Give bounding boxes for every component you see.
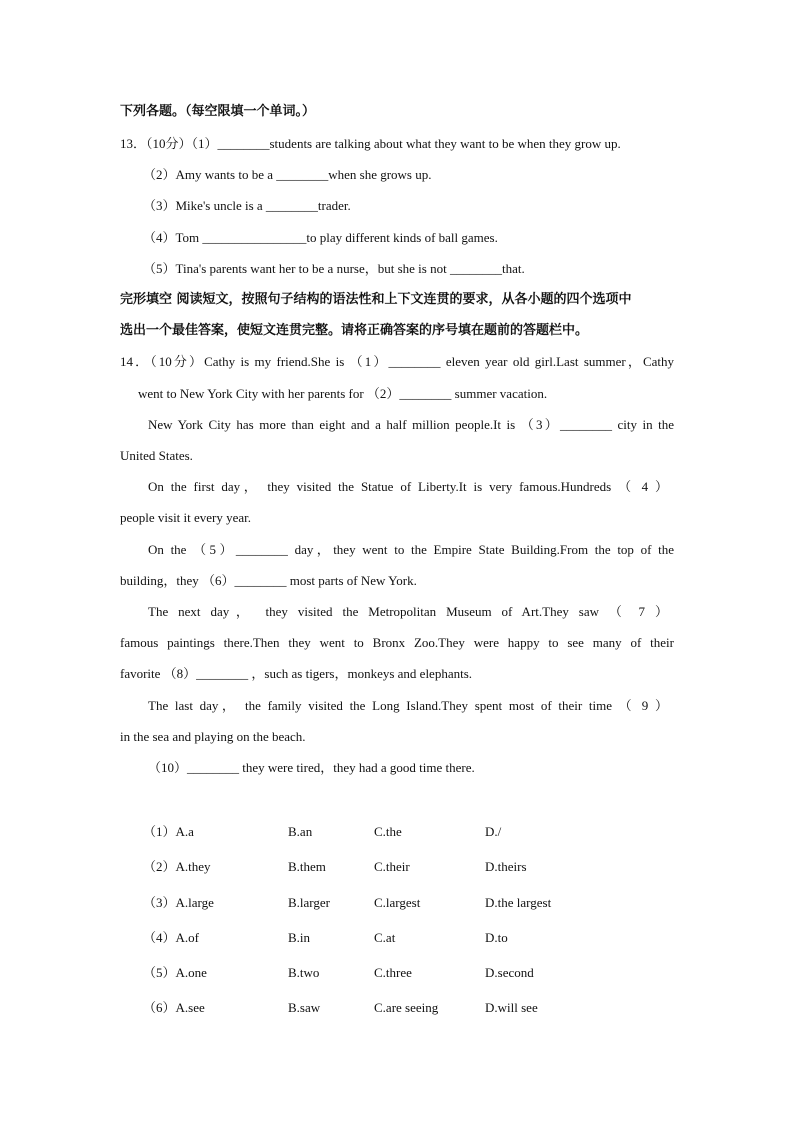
q14-paragraph-1-line-2: went to New York City with her parents for （2）________ summer vacation. xyxy=(138,386,548,401)
cloze-instruction-line-1: 完形填空 阅读短文，按照句子结构的语法性和上下文连贯的要求，从各小题的四个选项中 xyxy=(120,292,632,307)
q14-paragraph-4-line-1: On the （5）________ day，they went to the Empire State Building.From the top of the xyxy=(148,542,674,557)
option-a: （1）A.a xyxy=(143,824,194,839)
q13-line-3: （3）Mike's uncle is a ________trader. xyxy=(143,198,351,213)
option-c: C.the xyxy=(374,824,402,839)
option-c: C.at xyxy=(374,930,396,945)
option-a: （2）A.they xyxy=(143,859,211,874)
option-d: D.theirs xyxy=(485,859,527,874)
option-b: B.in xyxy=(288,930,311,945)
option-d: D.will see xyxy=(485,1000,538,1015)
q14-paragraph-7-line-1: （10）________ they were tired，they had a good time there. xyxy=(148,760,475,775)
q14-paragraph-3-line-1: On the first day， they visited the Statue of Liberty.It is very famous.Hundreds （ 4 ） xyxy=(148,479,668,494)
q13-line-4: （4）Tom ________________to play different kinds of ball games. xyxy=(143,230,498,245)
q14-paragraph-6-line-1: The last day， the family visited the Long Island.They spent most of their time （ 9 ） xyxy=(148,698,668,713)
option-b: B.an xyxy=(288,824,313,839)
q13-line-1: 13．（10分）（1）________students are talking about what they want to be when they grow up. xyxy=(120,136,621,151)
option-c: C.are seeing xyxy=(374,1000,439,1015)
q14-paragraph-5-line-1: The next day， they visited the Metropolitan Museum of Art.They saw （ 7 ） xyxy=(148,604,668,619)
option-d: D./ xyxy=(485,824,502,839)
q14-paragraph-2-line-1: New York City has more than eight and a half million people.It is （3）________ city in the xyxy=(148,417,674,432)
option-d: D.the largest xyxy=(485,895,552,910)
option-c: C.largest xyxy=(374,895,421,910)
option-b: B.larger xyxy=(288,895,330,910)
option-d: D.second xyxy=(485,965,534,980)
q14-paragraph-4-line-2: building，they （6）________ most parts of New York. xyxy=(120,573,417,588)
q14-paragraph-3-line-2: people visit it every year. xyxy=(120,510,252,525)
q14-paragraph-5-line-3: favorite （8）________ ，such as tigers，monkeys and elephants. xyxy=(120,666,473,681)
q14-paragraph-1-line-1: 14．（10分）Cathy is my friend.She is （1）________ eleven year old girl.Last summer，Cathy xyxy=(120,354,674,369)
option-d: D.to xyxy=(485,930,508,945)
q13-line-2: （2）Amy wants to be a ________when she grows up. xyxy=(143,167,432,182)
q14-paragraph-2-line-2: United States. xyxy=(120,448,193,463)
option-c: C.three xyxy=(374,965,412,980)
option-a: （6）A.see xyxy=(143,1000,205,1015)
option-a: （5）A.one xyxy=(143,965,207,980)
option-c: C.their xyxy=(374,859,410,874)
q14-paragraph-5-line-2: famous paintings there.Then they went to Bronx Zoo.They were happy to see many of their xyxy=(120,635,674,650)
option-b: B.saw xyxy=(288,1000,321,1015)
cloze-instruction-line-2: 选出一个最佳答案，使短文连贯完整。请将正确答案的序号填在题前的答题栏中。 xyxy=(120,323,589,338)
option-b: B.two xyxy=(288,965,320,980)
option-a: （3）A.large xyxy=(143,895,214,910)
q13-line-5: （5）Tina's parents want her to be a nurse，but she is not ________that. xyxy=(143,261,525,276)
option-b: B.them xyxy=(288,859,326,874)
option-a: （4）A.of xyxy=(143,930,199,945)
instruction-continuation: 下列各题。（每空限填一个单词。） xyxy=(120,104,316,119)
q14-paragraph-6-line-2: in the sea and playing on the beach. xyxy=(120,729,306,744)
